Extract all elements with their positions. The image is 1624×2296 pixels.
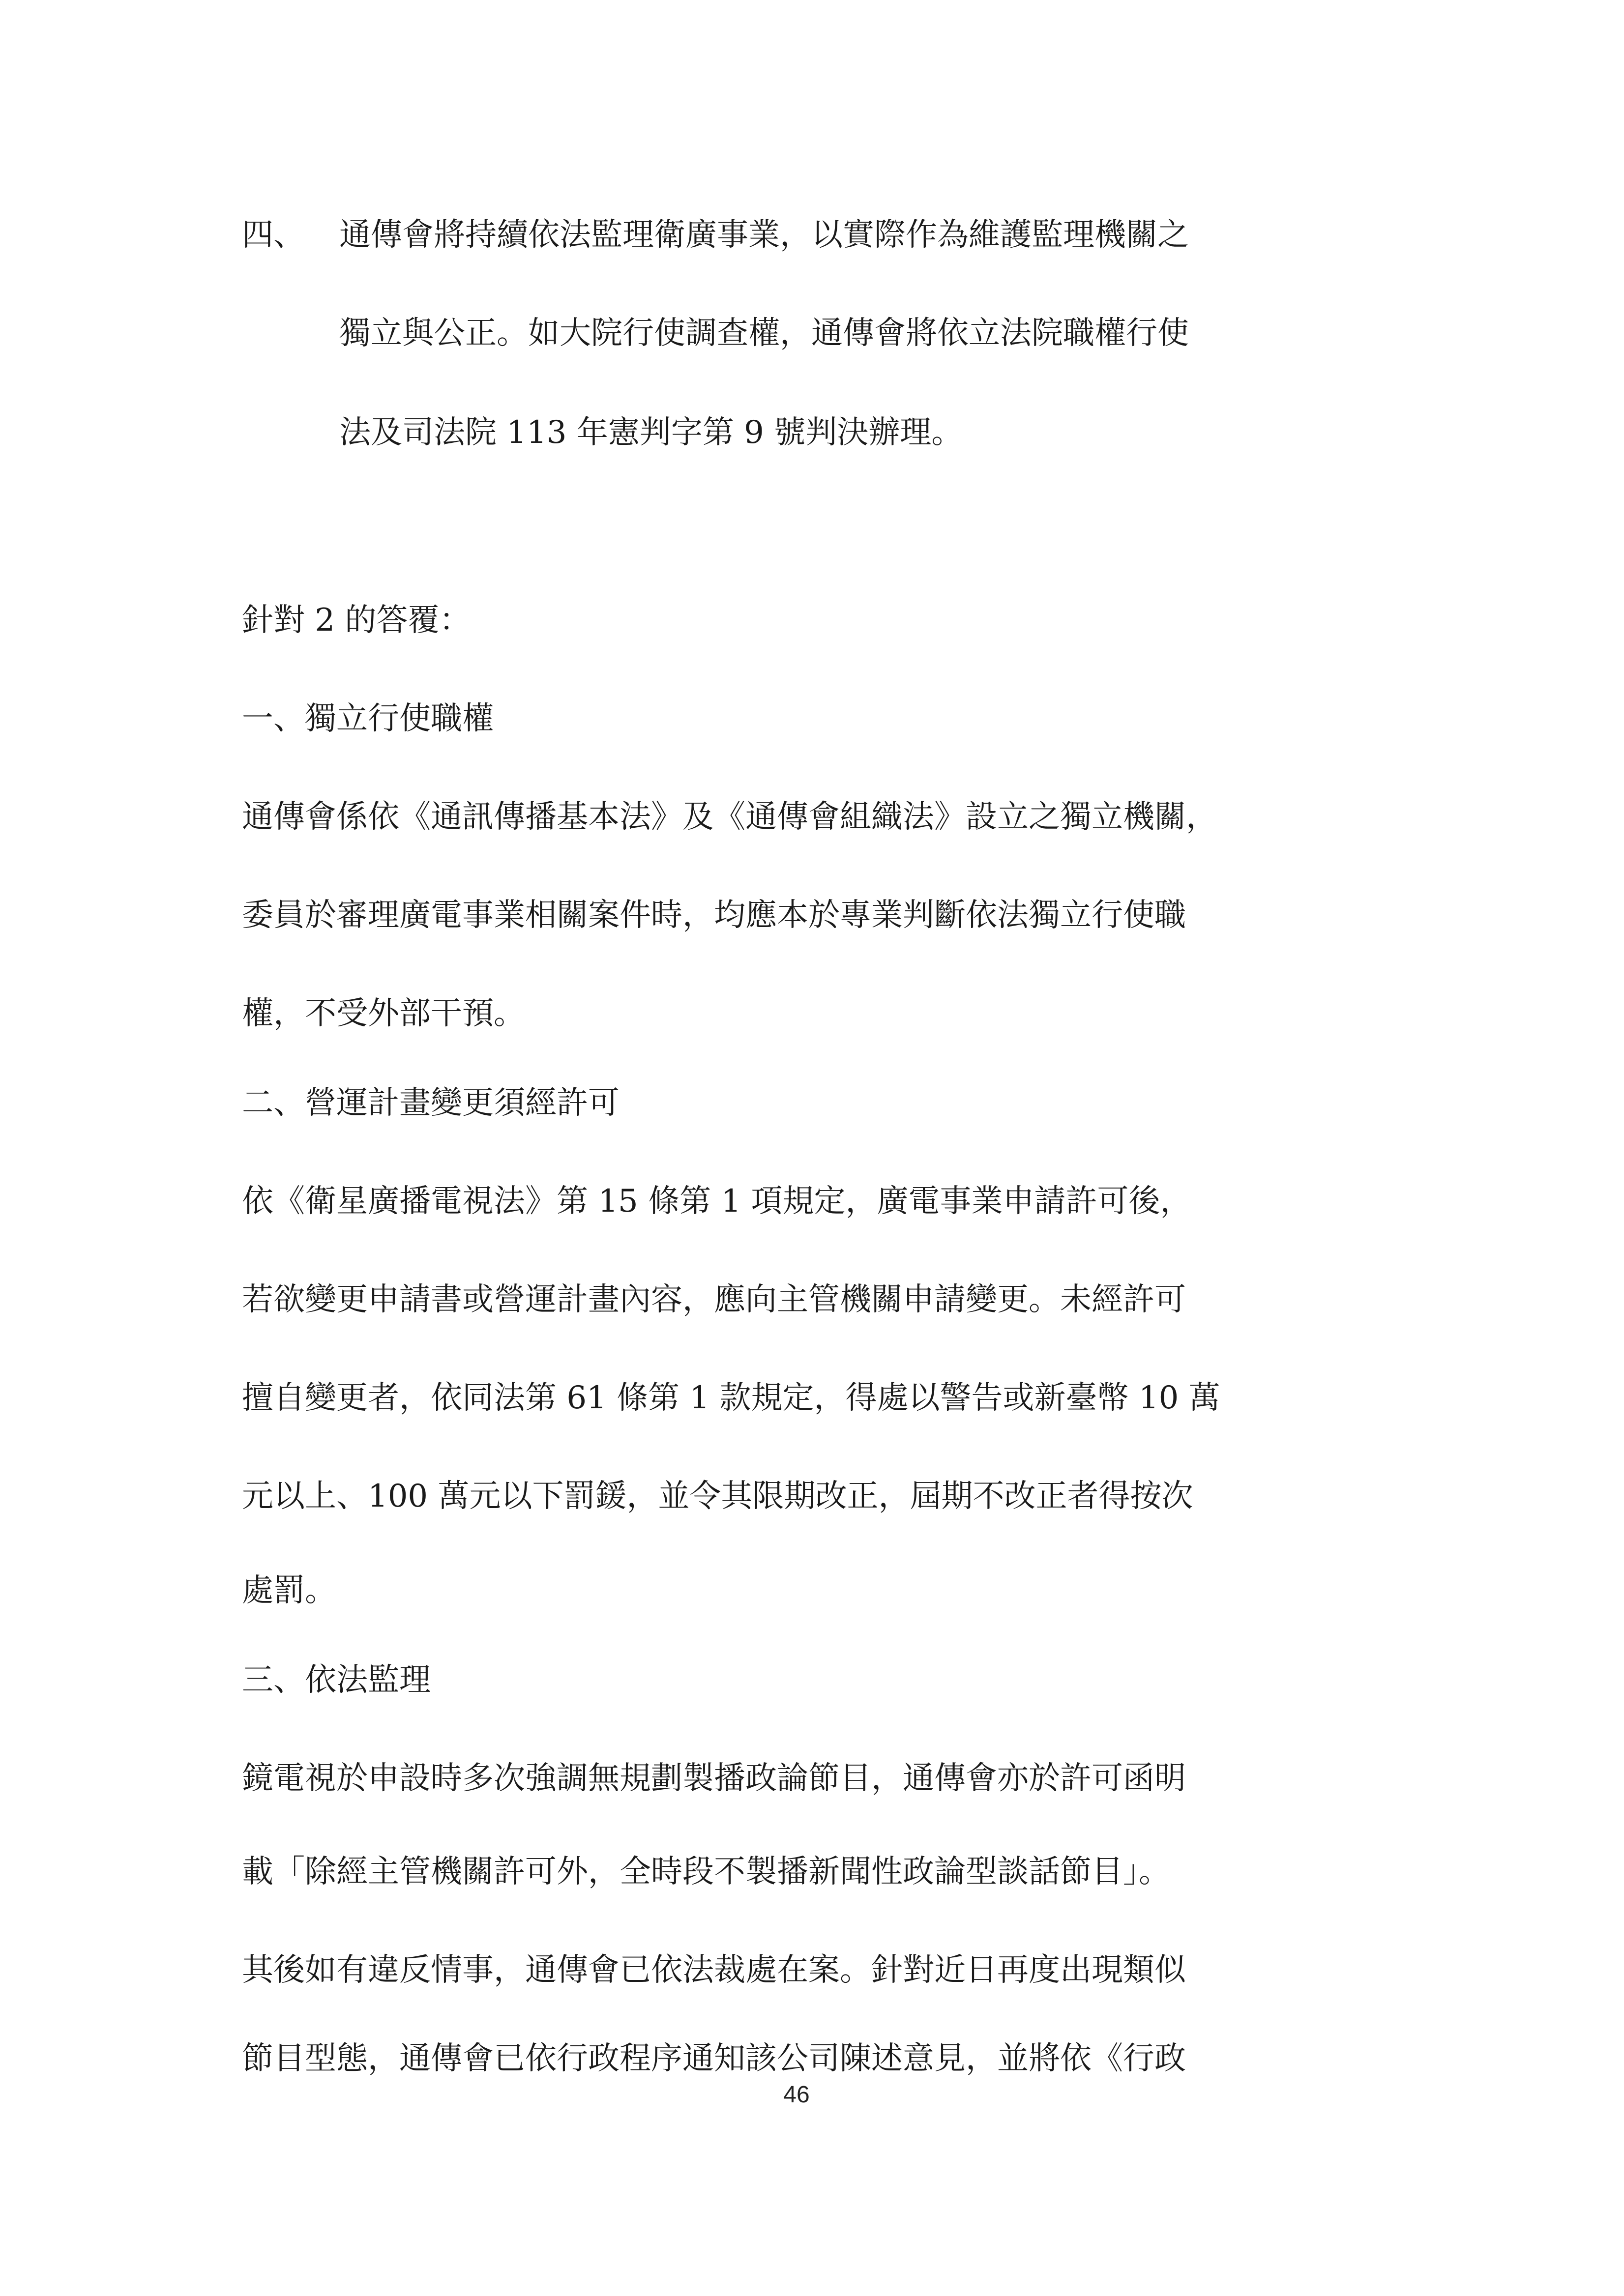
item2-heading: 二、營運計畫變更須經許可 [242, 1085, 620, 1121]
item2-line-5: 處罰。 [242, 1572, 336, 1609]
item3-heading: 三、依法監理 [242, 1662, 431, 1698]
item1-heading: 一、獨立行使職權 [242, 700, 494, 737]
item1-line-2: 委員於審理廣電事業相關案件時，均應本於專業判斷依法獨立行使職 [242, 897, 1186, 933]
item2-line-4: 元以上、100 萬元以下罰鍰，並令其限期改正，屆期不改正者得按次 [242, 1478, 1193, 1514]
item3-line-3: 其後如有違反情事，通傳會已依法裁處在案。針對近日再度出現類似 [242, 1952, 1186, 1988]
page-number: 46 [783, 2082, 810, 2108]
item2-line-1: 依《衛星廣播電視法》第 15 條第 1 項規定，廣電事業申請許可後， [242, 1183, 1192, 1220]
item3-line-2: 載「除經主管機關許可外，全時段不製播新聞性政論型談話節目」。 [242, 1854, 1170, 1890]
reply-heading: 針對 2 的答覆： [242, 602, 471, 639]
section-four-line-1: 通傳會將持續依法監理衛廣事業，以實際作為維護監理機關之 [339, 217, 1189, 253]
item3-line-4: 節目型態，通傳會已依行政程序通知該公司陳述意見，並將依《行政 [242, 2040, 1186, 2077]
item1-line-1: 通傳會係依《通訊傳播基本法》及《通傳會組織法》設立之獨立機關， [242, 799, 1217, 835]
item2-line-2: 若欲變更申請書或營運計畫內容，應向主管機關申請變更。未經許可 [242, 1281, 1186, 1318]
item3-line-1: 鏡電視於申設時多次強調無規劃製播政論節目，通傳會亦於許可函明 [242, 1760, 1186, 1797]
section-four-line-3: 法及司法院 113 年憲判字第 9 號判決辦理。 [339, 414, 963, 451]
section-four-label: 四、 [242, 217, 305, 253]
item2-line-3: 擅自變更者，依同法第 61 條第 1 款規定，得處以警告或新臺幣 10 萬 [242, 1380, 1220, 1416]
item1-line-3: 權，不受外部干預。 [242, 995, 525, 1032]
section-four-line-2: 獨立與公正。如大院行使調查權，通傳會將依立法院職權行使 [339, 315, 1189, 351]
